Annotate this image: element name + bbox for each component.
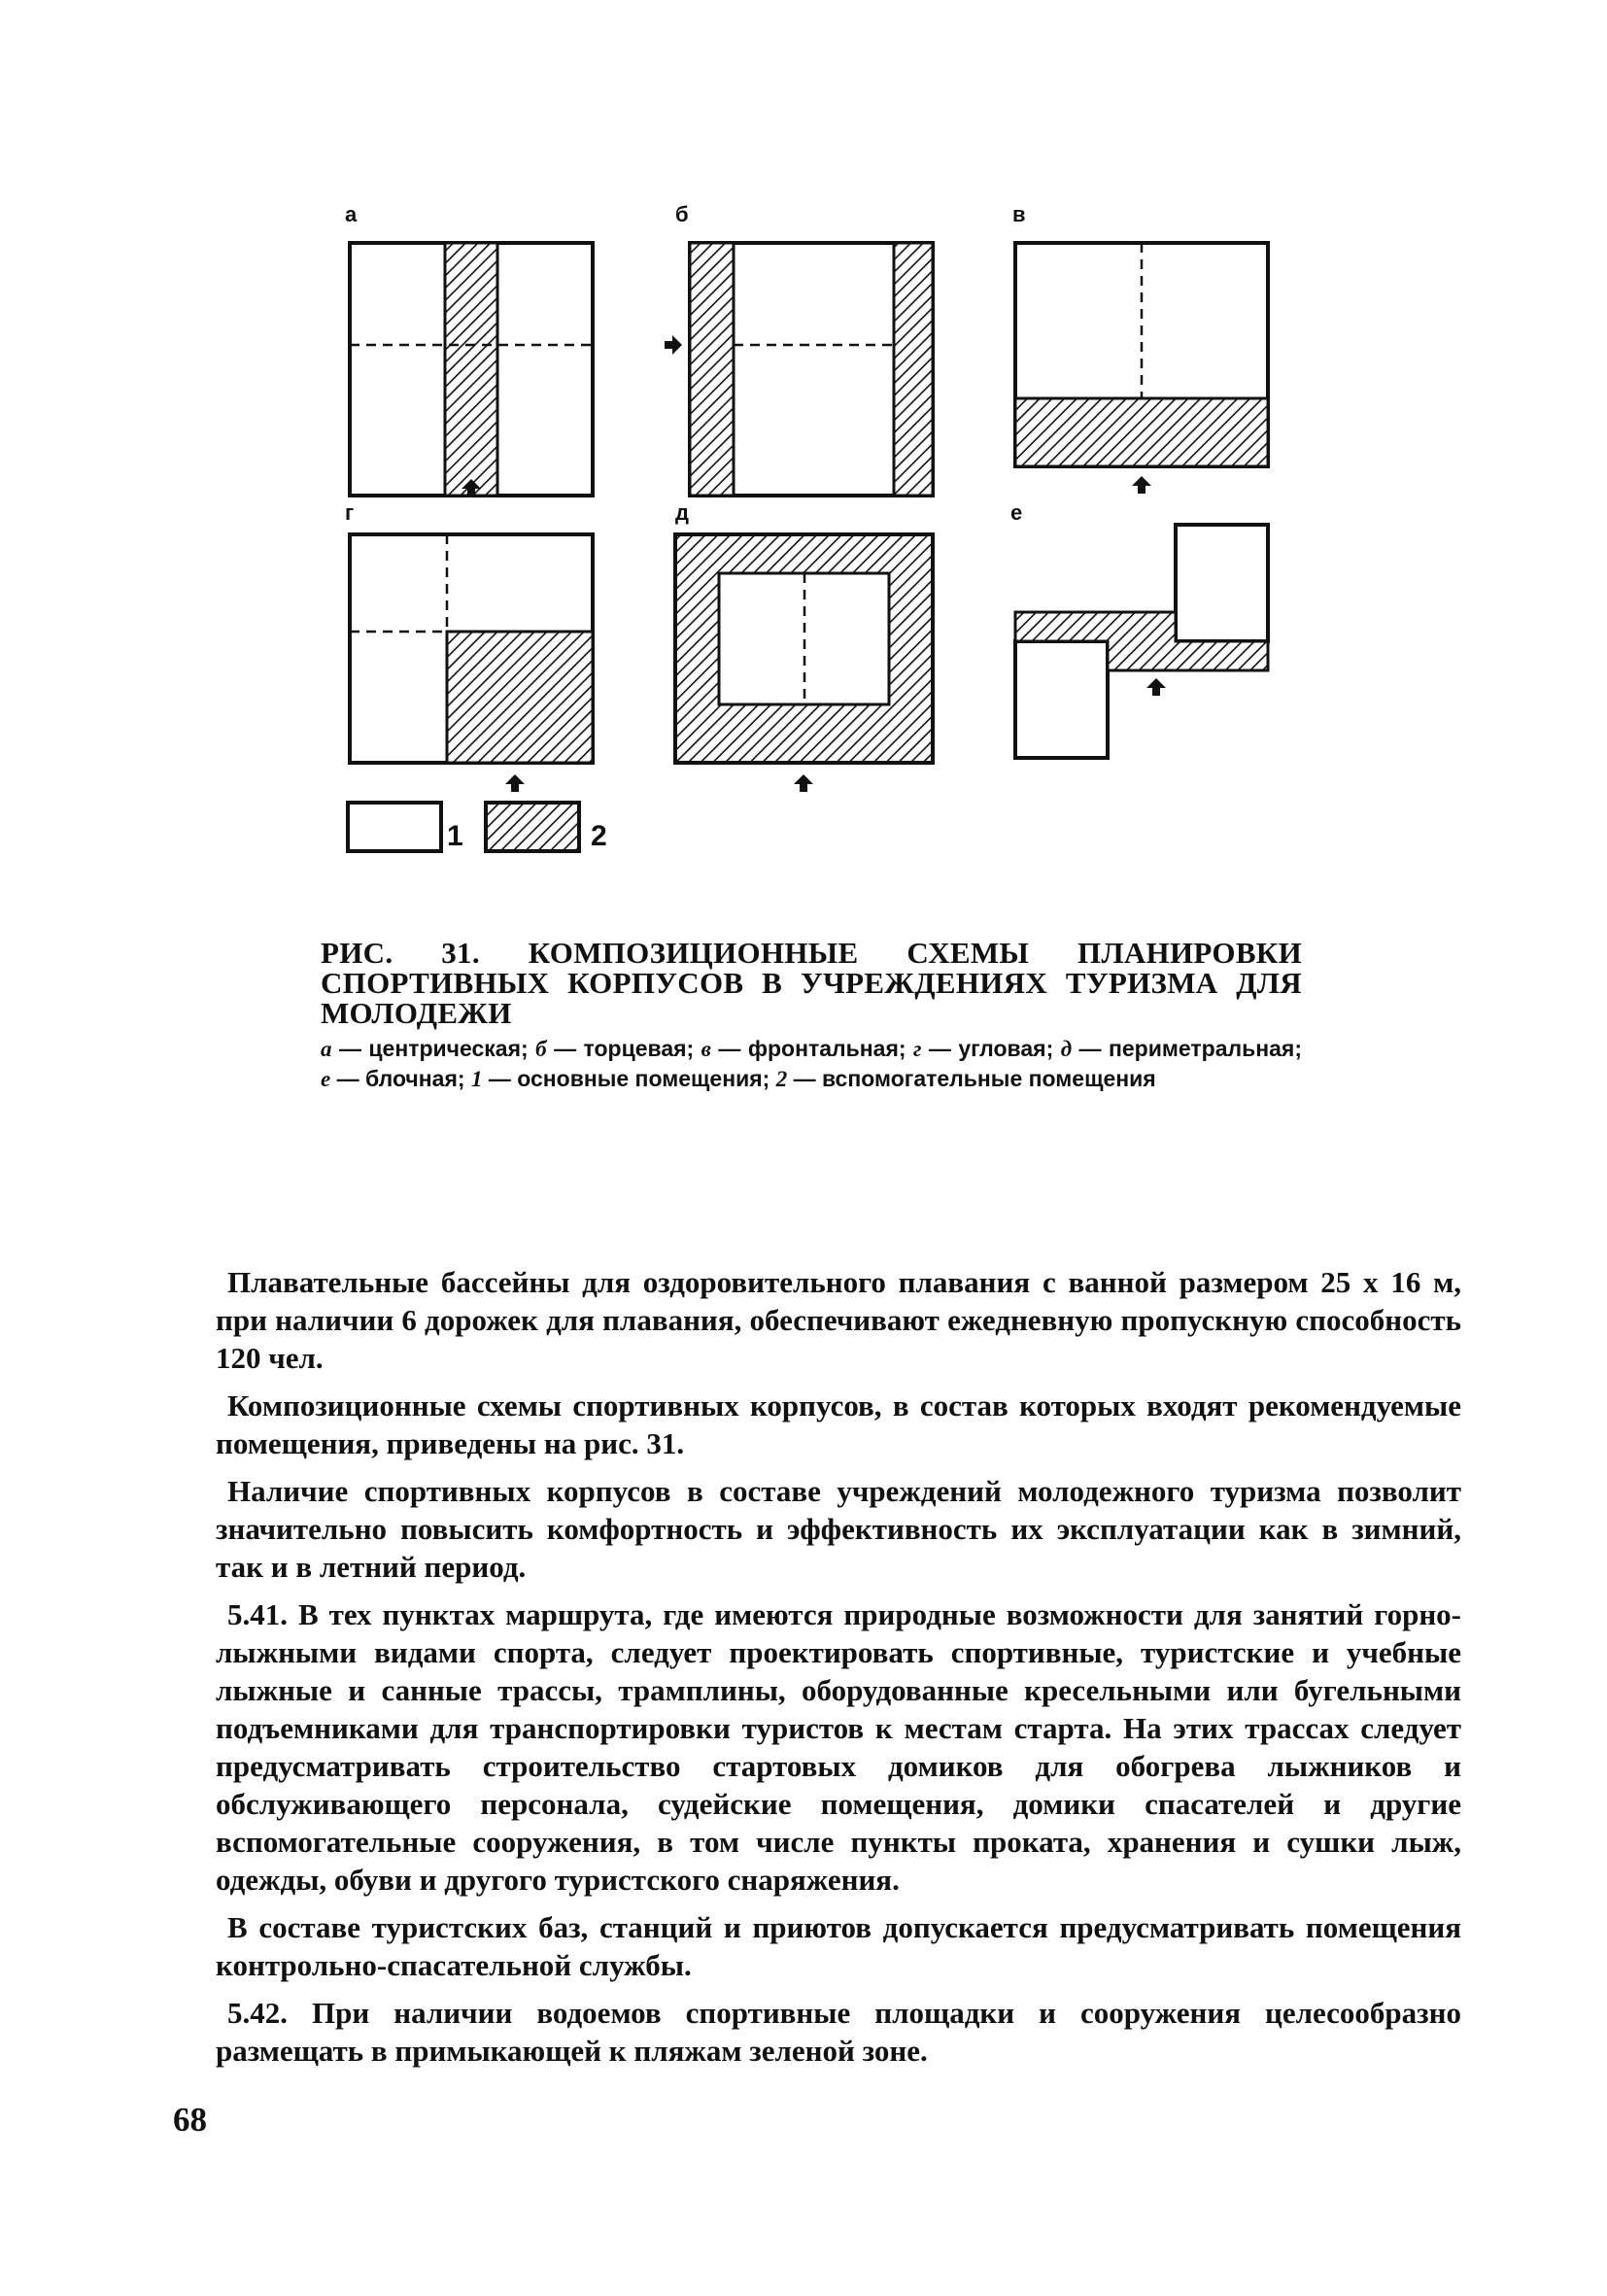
scheme-v-label: в: [1012, 202, 1026, 226]
entrance-arrow-icon: [1146, 678, 1166, 696]
legend-key: е: [321, 1067, 331, 1091]
paragraph-text: При наличии водоемов спортивные площадки и сооружения целесообразно размещать в примыкающей к пляжам зеленой зоне.: [216, 1996, 1461, 2068]
paragraph: Наличие спортивных корпусов в составе учреждений молодежного туризма позволит значительно повысить комфортность и эффективность их эксплуатации как в зимний, так и в летний период.: [216, 1474, 1461, 1584]
body-text: [216, 1263, 1461, 2079]
scheme-g-label: г: [345, 500, 355, 525]
legend-key: а: [321, 1037, 332, 1061]
paragraph: Композиционные схемы спортивных корпусов, в состав которых входят рекомендуемые помещения, приведены на рис. 31.: [216, 1388, 1461, 1460]
section-number: 5.41.: [227, 1597, 288, 1631]
scheme-b-label: б: [675, 202, 689, 226]
paragraph: [216, 1595, 1461, 1899]
legend-key: 2: [775, 1067, 788, 1091]
legend-text: — основные помещения;: [482, 1066, 776, 1091]
scheme-b-end: [665, 202, 933, 496]
paragraph: Плавательные бассейны для оздоровительного плавания с ванной размером 25 х 16 м, при наличии 6 дорожек для плавания, обеспечивают ежедневную пропускную способность 120 чел.: [216, 1265, 1461, 1375]
layout-schemes-diagram: [330, 204, 1302, 884]
caption-legend: [321, 1034, 1302, 1094]
scheme-e-label: е: [1010, 500, 1023, 525]
legend-label-2: 2: [591, 820, 607, 852]
paragraph-text: В тех пунктах маршрута, где имеются природные возможности для занятий горно-лыжными видами спорта, следует проектировать спортивные, туристские и учебные лыжные и санные трассы, трамплины, оборудованные кресельными или бугельными подъемниками для транспортировки туристов к местам старта. На этих трассах следует предусматривать строительство стартовых домиков для обогрева лыжников и обслуживающего персонала, судейские помещения, домики спасателей и другие вспомогательные сооружения, в том числе пункты проката, хранения и сушки лыж, одежды, обуви и другого туристского снаряжения.: [216, 1597, 1461, 1897]
legend-main-rooms-swatch: [348, 803, 441, 851]
scheme-v-frontal: [1012, 202, 1268, 494]
scheme-e-block: [1010, 500, 1268, 758]
caption-title: РИС. 31. КОМПОЗИЦИОННЫЕ СХЕМЫ ПЛАНИРОВКИ СПОРТИВНЫХ КОРПУСОВ В УЧРЕЖДЕНИЯХ ТУРИЗМА ДЛЯ МОЛОДЕЖИ: [321, 936, 1302, 1030]
entrance-arrow-icon: [1132, 476, 1151, 494]
legend-text: — периметральная;: [1072, 1036, 1302, 1061]
legend-auxiliary-rooms-swatch: [486, 803, 579, 851]
legend-text: — торцевая;: [546, 1036, 701, 1061]
page-number: 68: [173, 2101, 207, 2139]
entrance-arrow-icon: [505, 774, 525, 792]
legend-key: д: [1060, 1037, 1073, 1061]
legend-key: 1: [470, 1067, 483, 1091]
legend-key: г: [912, 1037, 922, 1061]
section-number: 5.42.: [227, 1996, 288, 2030]
scheme-d-label: д: [675, 500, 689, 525]
entrance-arrow-icon: [665, 335, 682, 355]
legend-text: — центрическая;: [331, 1036, 536, 1061]
legend-text: — угловая;: [921, 1036, 1061, 1061]
paragraph: В составе туристских баз, станций и приютов допускается предусматривать помещения контрольно-спасательной службы.: [216, 1910, 1461, 1982]
scheme-a-centric: [345, 202, 593, 497]
scheme-d-perimeter: [675, 500, 933, 792]
paragraph: [216, 1994, 1461, 2070]
legend-key: в: [701, 1037, 711, 1061]
legend-label-1: 1: [447, 820, 463, 852]
legend-key: б: [535, 1037, 547, 1061]
entrance-arrow-icon: [794, 774, 813, 792]
legend-text: — вспомогательные помещения: [787, 1066, 1156, 1091]
scheme-a-label: а: [345, 202, 358, 226]
figure-legend: [348, 803, 607, 852]
legend-text: — фронтальная;: [710, 1036, 913, 1061]
scheme-g-corner: [345, 500, 593, 792]
figure-31: [330, 204, 1302, 884]
figure-caption: [321, 938, 1302, 1094]
legend-text: — блочная;: [330, 1066, 471, 1091]
